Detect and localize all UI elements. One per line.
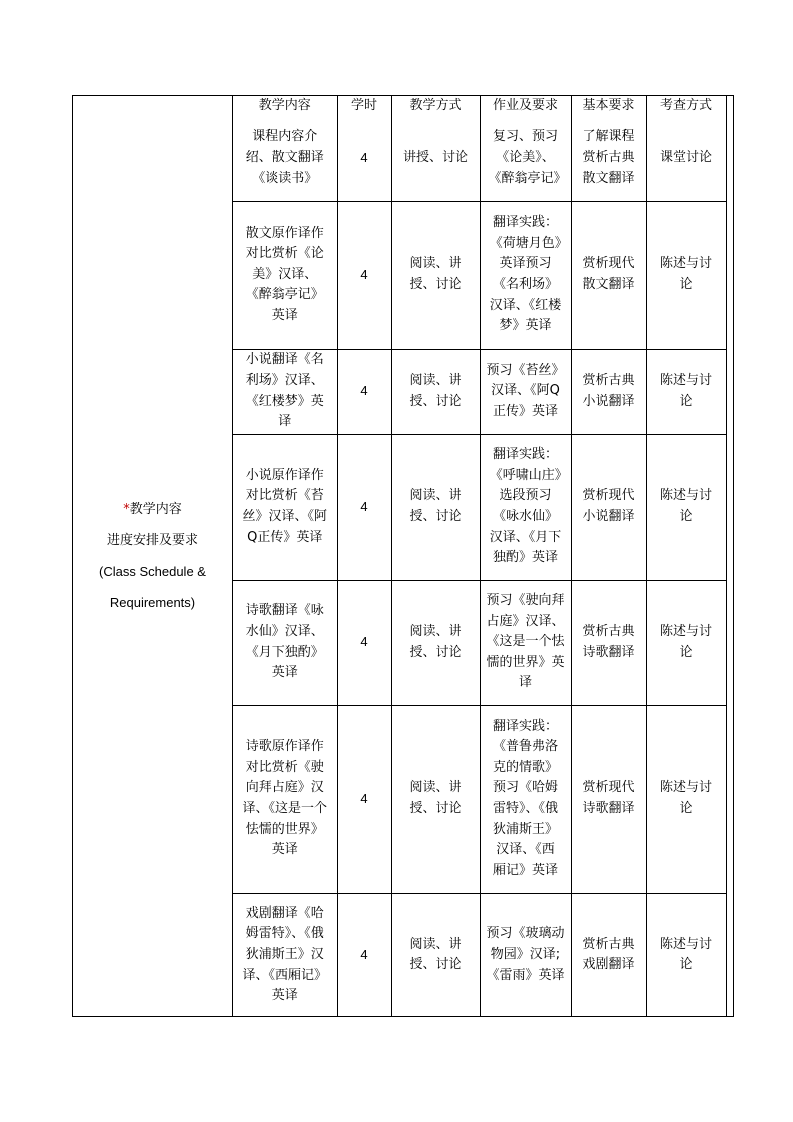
header-cell: 考查方式 [646, 96, 726, 116]
method-cell: 阅读、讲授、讨论 [391, 434, 480, 580]
hours-cell: 4 [337, 580, 391, 705]
basic-cell: 赏析现代小说翻译 [571, 434, 646, 580]
assess-cell: 陈述与讨论 [646, 580, 726, 705]
hours-cell: 4 [337, 349, 391, 434]
required-star: * [123, 502, 130, 517]
table-row [233, 893, 726, 1017]
content-cell: 课程内容介绍、散文翻译《谈读书》 [233, 116, 337, 201]
homework-cell: 复习、预习《论美》、《醉翁亭记》 [480, 116, 571, 201]
table-row [233, 705, 726, 893]
table-row [233, 580, 726, 705]
basic-cell: 赏析古典戏剧翻译 [571, 893, 646, 1017]
hours-cell: 4 [337, 116, 391, 201]
assess-cell: 陈述与讨论 [646, 201, 726, 349]
table-row [233, 349, 726, 434]
homework-cell: 预习《苔丝》汉译、《阿Q正传》英译 [480, 349, 571, 434]
basic-cell: 了解课程赏析古典散文翻译 [571, 116, 646, 201]
homework-cell: 翻译实践：《呼啸山庄》选段预习《咏水仙》汉译、《月下独酌》英译 [480, 434, 571, 580]
homework-cell: 翻译实践：《荷塘月色》英译预习《名利场》汉译、《红楼梦》英译 [480, 201, 571, 349]
method-cell: 阅读、讲授、讨论 [391, 349, 480, 434]
table-row [233, 116, 726, 201]
content-cell: 诗歌翻译《咏水仙》汉译、《月下独酌》英译 [233, 580, 337, 705]
header-cell: 基本要求 [571, 96, 646, 116]
assess-cell: 陈述与讨论 [646, 893, 726, 1017]
basic-cell: 赏析现代散文翻译 [571, 201, 646, 349]
hours-cell: 4 [337, 893, 391, 1017]
method-cell: 阅读、讲授、讨论 [391, 580, 480, 705]
content-cell: 诗歌原作译作对比赏析《驶向拜占庭》汉译、《这是一个怯懦的世界》英译 [233, 705, 337, 893]
assess-cell: 陈述与讨论 [646, 434, 726, 580]
table-row [233, 201, 726, 349]
hours-cell: 4 [337, 434, 391, 580]
header-cell: 学时 [337, 96, 391, 116]
inner-table [233, 96, 727, 1017]
basic-cell: 赏析古典小说翻译 [571, 349, 646, 434]
header-cell: 作业及要求 [480, 96, 571, 116]
homework-cell: 翻译实践：《普鲁弗洛克的情歌》预习《哈姆雷特》、《俄狄浦斯王》汉译、《西厢记》英译 [480, 705, 571, 893]
assess-cell: 陈述与讨论 [646, 349, 726, 434]
method-cell: 讲授、讨论 [391, 116, 480, 201]
assess-cell: 课堂讨论 [646, 116, 726, 201]
content-cell: 小说翻译《名利场》汉译、《红楼梦》英译 [233, 349, 337, 434]
homework-cell: 预习《驶向拜占庭》汉译、《这是一个怯懦的世界》英译 [480, 580, 571, 705]
schedule-table [72, 95, 734, 1017]
method-cell: 阅读、讲授、讨论 [391, 893, 480, 1017]
header-cell: 教学内容 [233, 96, 337, 116]
hours-cell: 4 [337, 705, 391, 893]
table-row [233, 434, 726, 580]
basic-cell: 赏析现代诗歌翻译 [571, 705, 646, 893]
method-cell: 阅读、讲授、讨论 [391, 705, 480, 893]
content-cell: 戏剧翻译《哈姆雷特》、《俄狄浦斯王》汉译、《西厢记》英译 [233, 893, 337, 1017]
label-title: *教学内容 [123, 502, 182, 517]
basic-cell: 赏析古典诗歌翻译 [571, 580, 646, 705]
hours-cell: 4 [337, 201, 391, 349]
assess-cell: 陈述与讨论 [646, 705, 726, 893]
homework-cell: 预习《玻璃动物园》汉译;《雷雨》英译 [480, 893, 571, 1017]
section-label [73, 96, 233, 1016]
label-english-1: (Class Schedule & [99, 564, 206, 579]
header-cell: 教学方式 [391, 96, 480, 116]
label-subtitle: 进度安排及要求 [106, 533, 198, 548]
content-cell: 散文原作译作对比赏析《论美》汉译、《醉翁亭记》英译 [233, 201, 337, 349]
content-cell: 小说原作译作对比赏析《苔丝》汉译、《阿Q正传》英译 [233, 434, 337, 580]
method-cell: 阅读、讲授、讨论 [391, 201, 480, 349]
header-row [233, 96, 726, 116]
label-english-2: Requirements) [109, 595, 196, 610]
